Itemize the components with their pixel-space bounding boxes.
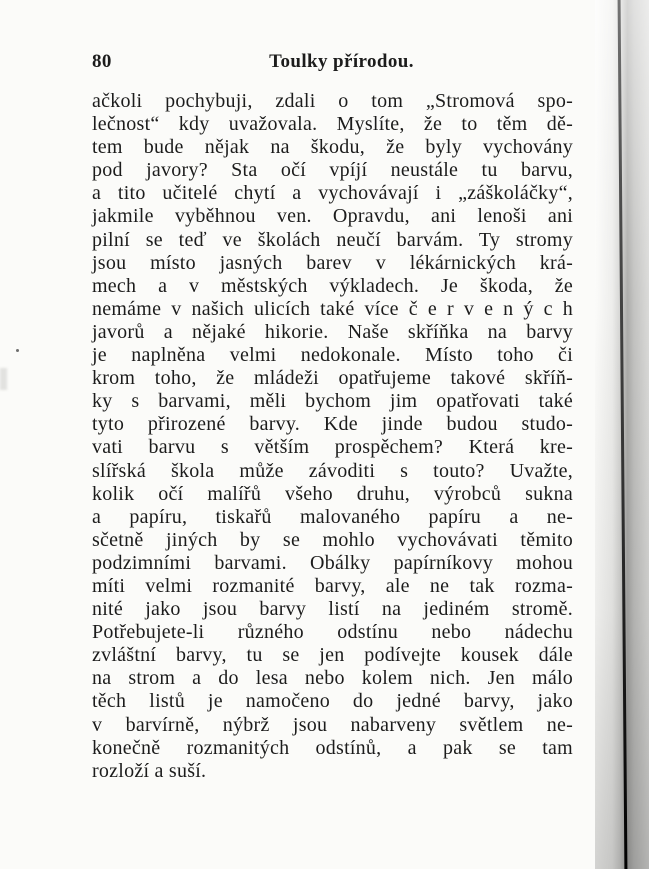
text-line: slířská škola může závoditi s touto? Uvažte, bbox=[92, 459, 573, 482]
text-line: v barvírně, nýbrž jsou nabarveny světlem ne- bbox=[92, 713, 573, 736]
text-line: těch listů je namočeno do jedné barvy, jako bbox=[92, 690, 573, 713]
text-line: pilní se teď ve školách neučí barvám. Ty stromy bbox=[92, 228, 573, 251]
text-line: tyto přirozené barvy. Kde jinde budou studo- bbox=[92, 413, 573, 436]
paper-smudge bbox=[0, 368, 7, 390]
text-line: je naplněna velmi nedokonale. Místo toho či bbox=[92, 344, 573, 367]
page-number: 80 bbox=[92, 51, 112, 72]
text-line: javorů a nějaké hikorie. Naše skříňka na barvy bbox=[92, 320, 573, 343]
text-line: konečně rozmanitých odstínů, a pak se tam bbox=[92, 736, 573, 759]
text-line: nité jako jsou barvy listí na jediném stromě. bbox=[92, 598, 573, 621]
text-line: kolik očí malířů všeho druhu, výrobců sukna bbox=[92, 482, 573, 505]
text-line: jakmile vyběhnou ven. Opravdu, ani lenoši ani bbox=[92, 205, 573, 228]
text-line: jsou místo jasných barev v lékárnických krá- bbox=[92, 251, 573, 274]
text-line: tem bude nějak na škodu, že byly vychovány bbox=[92, 136, 573, 159]
page-header bbox=[92, 51, 573, 73]
text-line: zvláštní barvy, tu se jen podívejte kousek dále bbox=[92, 644, 573, 667]
body-text bbox=[92, 90, 573, 783]
text-line: ky s barvami, měli bychom jim opatřovati také bbox=[92, 390, 573, 413]
text-line: na strom a do lesa nebo kolem nich. Jen málo bbox=[92, 667, 573, 690]
running-title: Toulky přírodou. bbox=[269, 51, 414, 72]
paper-speck bbox=[16, 349, 19, 352]
text-line: Potřebujete-li různého odstínu nebo nádechu bbox=[92, 621, 573, 644]
text-line: míti velmi rozmanité barvy, ale ne tak rozma- bbox=[92, 574, 573, 597]
text-line: sčetně jiných by se mohlo vychovávati těmito bbox=[92, 528, 573, 551]
text-line: vati barvu s větším prospěchem? Která kre- bbox=[92, 436, 573, 459]
text-line: mech a v městských výkladech. Je škoda, že bbox=[92, 274, 573, 297]
text-line: pod javory? Sta očí vpíjí neustále tu barvu, bbox=[92, 159, 573, 182]
text-line: krom toho, že mládeži opatřujeme takové skříň- bbox=[92, 367, 573, 390]
text-line: a papíru, tiskařů malovaného papíru a ne- bbox=[92, 505, 573, 528]
text-line: podzimními barvami. Obálky papírníkovy mohou bbox=[92, 551, 573, 574]
text-line: ačkoli pochybuji, zdali o tom „Stromová spo- bbox=[92, 90, 573, 112]
text-line: lečnost“ kdy uvažovala. Myslíte, že to těm dě- bbox=[92, 113, 573, 136]
text-line: rozloží a suší. bbox=[92, 759, 207, 782]
text-line: a tito učitelé chytí a vychovávají i „záškoláčky“, bbox=[92, 182, 573, 205]
text-line: nemáme v našich ulicích také více č e r v e n ý c h bbox=[92, 297, 573, 320]
